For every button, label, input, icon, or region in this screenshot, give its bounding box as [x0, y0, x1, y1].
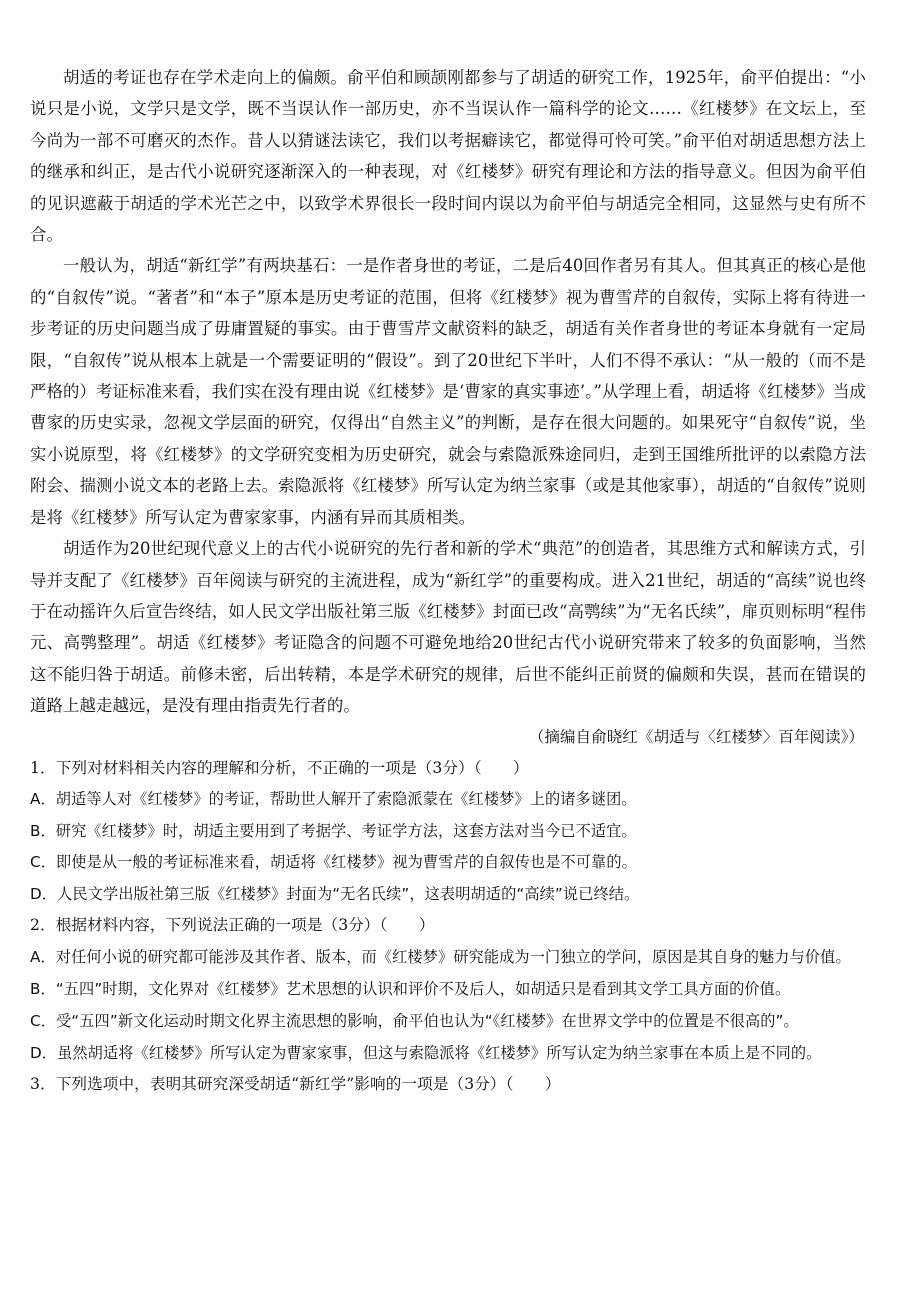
- question-2-option-d: D．虽然胡适将《红楼梦》所写认定为曹家家事，但这与索隐派将《红楼梦》所写认定为纳兰家事在本质上是不同的。: [30, 1044, 822, 1063]
- question-1-option-b: B．研究《红楼梦》时，胡适主要用到了考据学、考证学方法，这套方法对当今已不适宜。: [30, 821, 637, 840]
- question-2-option-b: B．“五四”时期，文化界对《红楼梦》艺术思想的认识和评价不及后人，如胡适只是看到其文学工具方面的价值。: [30, 980, 791, 999]
- passage-source: （摘编自俞晓红《胡适与〈红楼梦〉百年阅读》）: [528, 727, 864, 746]
- question-2-stem: 2．根据材料内容，下列说法正确的一项是（3分）（ ）: [30, 915, 435, 934]
- question-1-option-a: A．胡适等人对《红楼梦》的考证，帮助世人解开了索隐派蒙在《红楼梦》上的诸多谜团。: [30, 790, 637, 809]
- question-1-option-c: C．即使是从一般的考证标准来看，胡适将《红楼梦》视为曹雪芹的自叙传也是不可靠的。: [30, 853, 637, 872]
- question-1-stem: 1．下列对材料相关内容的理解和分析，不正确的一项是（3分）（ ）: [30, 758, 529, 777]
- question-2-option-c: C．受“五四”新文化运动时期文化界主流思想的影响，俞平伯也认为“《红楼梦》在世界文学中的位置是不很高的”。: [30, 1012, 799, 1031]
- passage-paragraph-1: 胡适的考证也存在学术走向上的偏颇。俞平伯和顾颉刚都参与了胡适的研究工作，1925年，俞平伯提出：“小说只是小说，文学只是文学，既不当误认作一部历史，亦不当误认作一篇科学的论文……《红楼梦》在文坛上，至今尚为一部不可磨灭的杰作。昔人以猜谜法读它，我们以考据癖读它，都觉得可怜可笑。”俞平伯对胡适思想方法上的继承和纠正，是古代小说研究逐渐深入的一种表现，对《红楼梦》研究有理论和方法的指导意义。但因为俞平伯的见识遮蔽于胡适的学术光芒之中，以致学术界很长一段时间内误以为俞平伯与胡适完全相同，这显然与史有所不合。: [30, 68, 866, 245]
- passage-paragraph-2: 一般认为，胡适“新红学”有两块基石：一是作者身世的考证，二是后40回作者另有其人。但其真正的核心是他的“自叙传”说。“著者”和“本子”原本是历史考证的范围，但将《红楼梦》视为曹雪芹的自叙传，实际上将有待进一步考证的历史问题当成了毋庸置疑的事实。由于曹雪芹文献资料的缺乏，胡适有关作者身世的考证本身就有一定局限，“自叙传”说从根本上就是一个需要证明的“假设”。到了20世纪下半叶，人们不得不承认：“从一般的（而不是严格的）考证标准来看，我们实在没有理由说《红楼梦》是‘曹家的真实事迹’。”从学理上看，胡适将《红楼梦》当成曹家的历史实录，忽视文学层面的研究，仅得出“自然主义”的判断，是存在很大问题的。如果死守“自叙传”说，坐实小说原型，将《红楼梦》的文学研究变相为历史研究，就会与索隐派殊途同归，走到王国维所批评的以索隐方法附会、揣测小说文本的老路上去。索隐派将《红楼梦》所写认定为纳兰家事（或是其他家事），胡适的“自叙传”说则是将《红楼梦》所写认定为曹家家事，内涵有异而其质相类。: [30, 256, 866, 527]
- question-2-option-a: A．对任何小说的研究都可能涉及其作者、版本，而《红楼梦》研究能成为一门独立的学问，原因是其自身的魅力与价值。: [30, 948, 851, 967]
- question-1-option-d: D．人民文学出版社第三版《红楼梦》封面为“无名氏续”，这表明胡适的“高续”说已终结。: [30, 884, 640, 903]
- question-3-stem: 3．下列选项中，表明其研究深受胡适“新红学”影响的一项是（3分）（ ）: [30, 1075, 561, 1094]
- passage-paragraph-3: 胡适作为20世纪现代意义上的古代小说研究的先行者和新的学术“典范”的创造者，其思维方式和解读方式，引导并支配了《红楼梦》百年阅读与研究的主流进程，成为“新红学”的重要构成。进入21世纪，胡适的“高续”说也终于在动摇许久后宣告终结，如人民文学出版社第三版《红楼梦》封面已改“高鹗续”为“无名氏续”，扉页则标明“程伟元、高鹗整理”。胡适《红楼梦》考证隐含的问题不可避免地给20世纪古代小说研究带来了较多的负面影响，当然这不能归咎于胡适。前修未密，后出转精，本是学术研究的规律，后世不能纠正前贤的偏颇和失误，甚而在错误的道路上越走越远，是没有理由指责先行者的。: [30, 539, 866, 716]
